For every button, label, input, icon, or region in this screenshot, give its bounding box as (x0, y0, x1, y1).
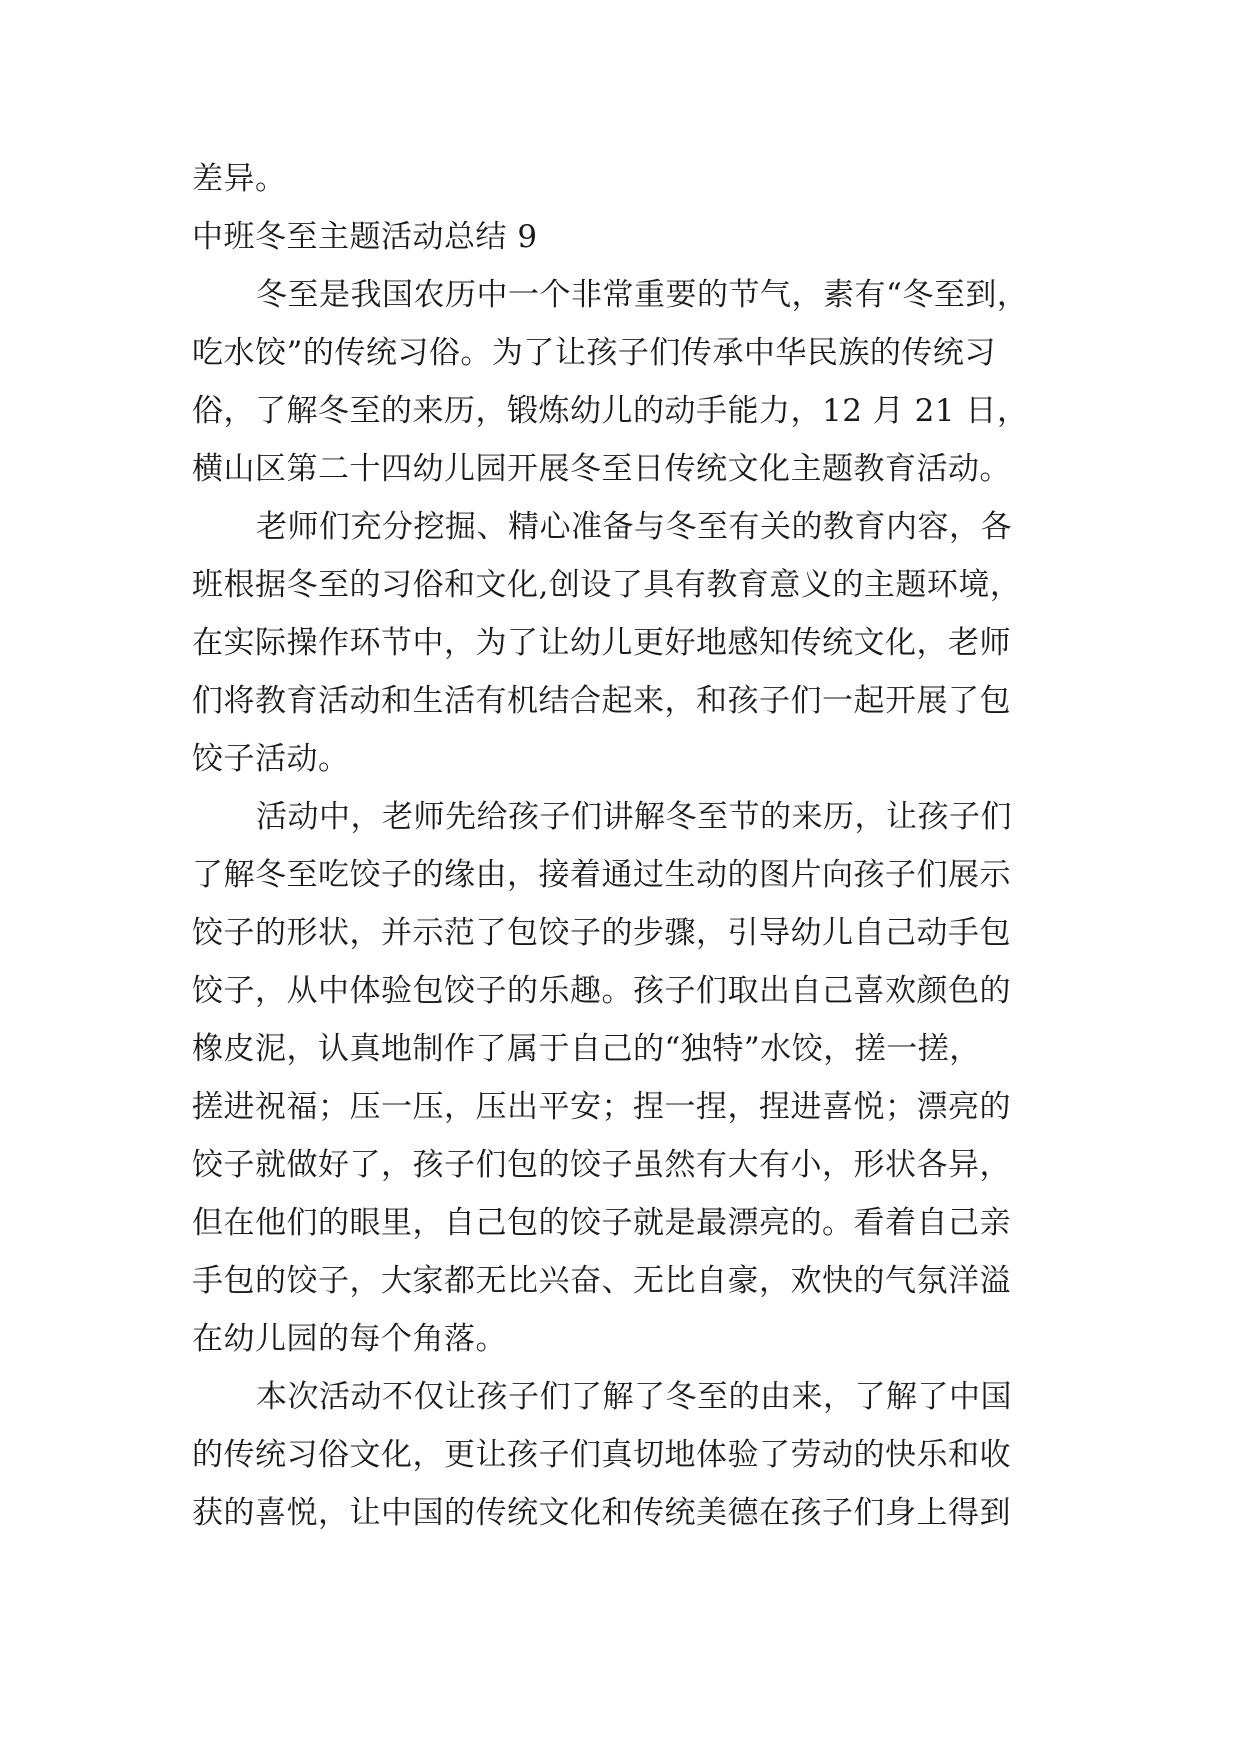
text-line: 获的喜悦，让中国的传统文化和传统美德在孩子们身上得到 (192, 1495, 1011, 1531)
document-body (192, 150, 1052, 1542)
text-line: 了解冬至吃饺子的缘由，接着通过生动的图片向孩子们展示 (192, 857, 1011, 893)
text-line: 们将教育活动和生活有机结合起来，和孩子们一起开展了包 (192, 683, 1011, 719)
text-line: 活动中，老师先给孩子们讲解冬至节的来历，让孩子们 (256, 799, 1012, 835)
text-line: 吃水饺”的传统习俗。为了让孩子们传承中华民族的传统习 (192, 335, 996, 371)
text-line: 在实际操作环节中，为了让幼儿更好地感知传统文化，老师 (192, 625, 1011, 661)
text-line: 橡皮泥，认真地制作了属于自己的“独特”水饺，搓一搓， (192, 1031, 981, 1067)
text-line: 本次活动不仅让孩子们了解了冬至的由来，了解了中国 (256, 1379, 1012, 1415)
text-line: 班根据冬至的习俗和文化,创设了具有教育意义的主题环境， (192, 567, 1022, 603)
text-line: 在幼儿园的每个角落。 (192, 1321, 507, 1357)
text-line: 手包的饺子，大家都无比兴奋、无比自豪，欢快的气氛洋溢 (192, 1263, 1011, 1299)
text-line: 老师们充分挖掘、精心准备与冬至有关的教育内容，各 (256, 509, 1012, 545)
text-line: 俗，了解冬至的来历，锻炼幼儿的动手能力，12 月 21 日， (192, 393, 1029, 429)
section-heading: 中班冬至主题活动总结 9 (192, 219, 538, 255)
text-line: 横山区第二十四幼儿园开展冬至日传统文化主题教育活动。 (192, 451, 1011, 487)
text-line: 冬至是我国农历中一个非常重要的节气，素有“冬至到， (256, 277, 1029, 313)
text-line: 的传统习俗文化，更让孩子们真切地体验了劳动的快乐和收 (192, 1437, 1011, 1473)
text-line: 但在他们的眼里，自己包的饺子就是最漂亮的。看着自己亲 (192, 1205, 1011, 1241)
text-line: 饺子活动。 (192, 741, 350, 777)
text-line: 饺子，从中体验包饺子的乐趣。孩子们取出自己喜欢颜色的 (192, 973, 1011, 1009)
text-line: 饺子的形状，并示范了包饺子的步骤，引导幼儿自己动手包 (192, 915, 1011, 951)
text-line: 搓进祝福；压一压，压出平安；捏一捏，捏进喜悦；漂亮的 (192, 1089, 1011, 1125)
text-line: 差异。 (192, 161, 287, 197)
text-line: 饺子就做好了，孩子们包的饺子虽然有大有小，形状各异， (192, 1147, 1011, 1183)
